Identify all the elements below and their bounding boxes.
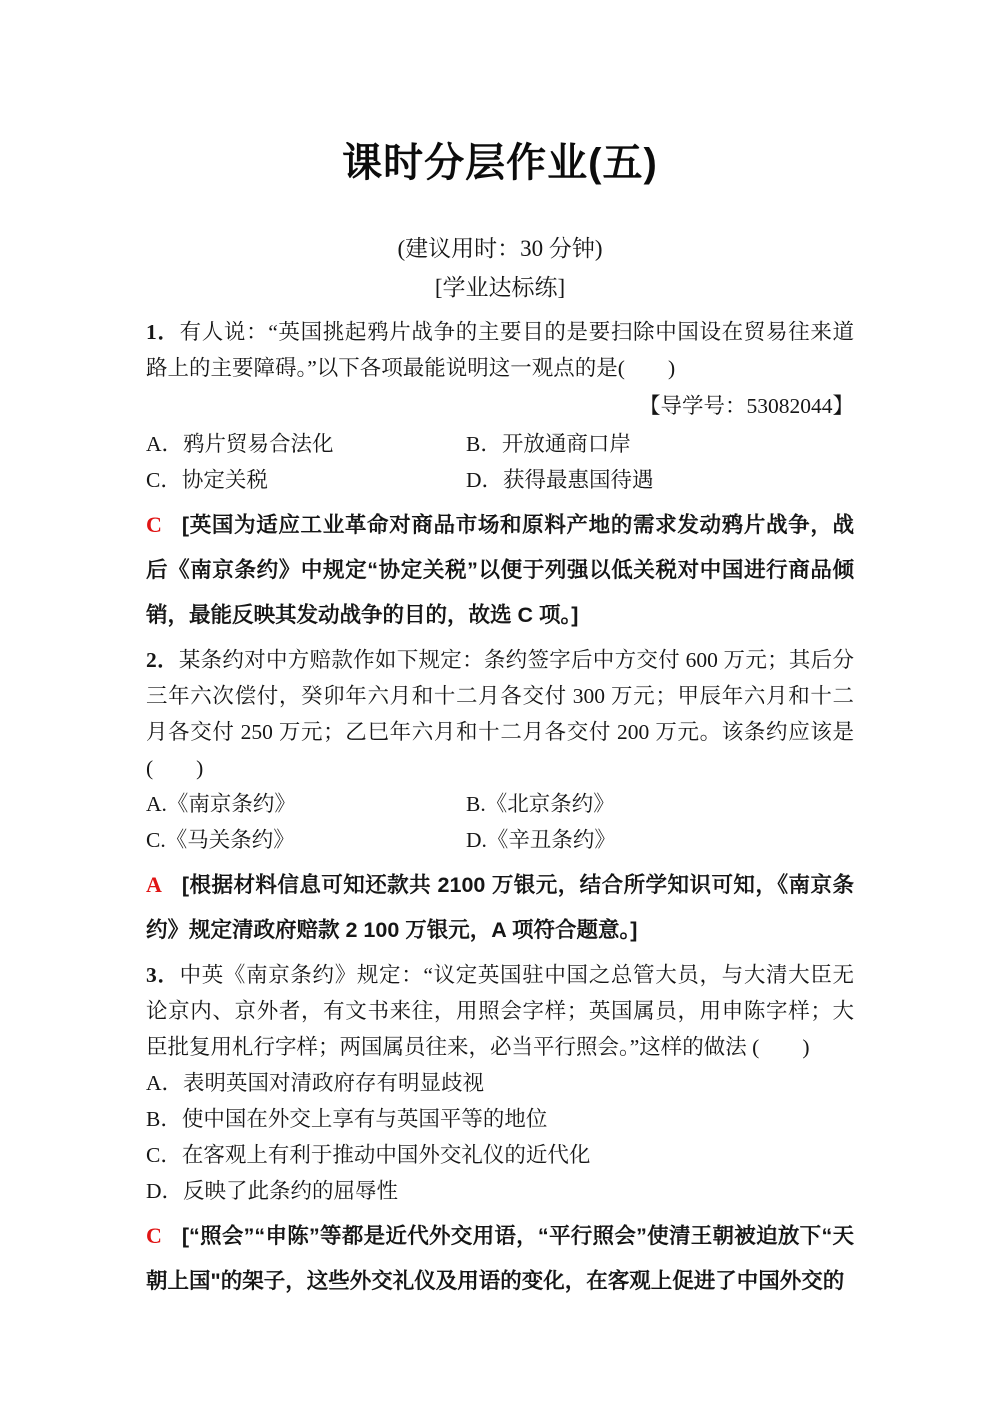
answer-letter: A: [146, 872, 162, 897]
question-text: 某条约对中方赔款作如下规定：条约签字后中方交付 600 万元；其后分三年六次偿付，癸卯年六月和十二月各交付 300 万元；甲辰年六月和十二月各交付 250 万元；乙巳年六月和十二月各交付 200 万元。该条约应该是( ): [146, 648, 854, 780]
question-block-3: [146, 957, 854, 1304]
answer-line: [146, 862, 854, 953]
option-b: B．开放通商口岸: [466, 432, 631, 456]
option-c: C．协定关税: [146, 468, 268, 492]
guide-number: 【导学号：53082044】: [638, 394, 854, 418]
option-c: C.《马关条约》: [146, 828, 295, 852]
answer-line: [146, 502, 854, 638]
option-b: B．使中国在外交上享有与英国平等的地位: [146, 1107, 548, 1131]
question-number: 3．: [146, 963, 180, 987]
question-stem: [146, 957, 854, 1065]
answer-line: [146, 1213, 854, 1304]
question-block-1: [146, 314, 854, 638]
option-a: A．表明英国对清政府存有明显歧视: [146, 1071, 485, 1095]
answer-letter: C: [146, 1223, 162, 1248]
question-text: 中英《南京条约》规定：“议定英国驻中国之总管大员，与大清大臣无论京内、京外者，有文书来往，用照会字样；英国属员，用申陈字样；大臣批复用札行字样；两国属员往来，必当平行照会。”这样的做法 ( ): [146, 963, 854, 1059]
option-c: C．在客观上有利于推动中国外交礼仪的近代化: [146, 1143, 591, 1167]
option-d: D.《辛丑条约》: [466, 828, 616, 852]
question-number: 1．: [146, 320, 180, 344]
option-b: B.《北京条约》: [466, 792, 615, 816]
answer-explanation: [“照会”“申陈”等都是近代外交用语，“平行照会”使清王朝被迫放下“天朝上国"的架子，这些外交礼仪及用语的变化，在客观上促进了中国外交的: [146, 1224, 854, 1293]
question-number: 2．: [146, 648, 179, 672]
page-title: 课时分层作业(五): [342, 141, 658, 185]
answer-letter: C: [146, 512, 162, 537]
question-stem: [146, 642, 854, 786]
question-stem: [146, 314, 854, 386]
option-d: D．获得最惠国待遇: [466, 468, 654, 492]
section-label: [学业达标练]: [434, 275, 566, 300]
time-hint: (建议用时：30 分钟): [397, 236, 603, 261]
options-list: [146, 1065, 854, 1209]
question-block-2: [146, 642, 854, 953]
answer-explanation: [根据材料信息可知还款共 2100 万银元，结合所学知识可知，《南京条约》规定清政府赔款 2 100 万银元，A 项符合题意。]: [146, 873, 854, 942]
page-content: [146, 0, 854, 1304]
options-grid: [146, 426, 854, 498]
options-grid: [146, 786, 854, 858]
option-d: D．反映了此条约的屈辱性: [146, 1179, 399, 1203]
option-a: A．鸦片贸易合法化: [146, 432, 334, 456]
question-text: 有人说：“英国挑起鸦片战争的主要目的是要扫除中国设在贸易往来道路上的主要障碍。”以下各项最能说明这一观点的是( ): [146, 320, 854, 380]
answer-explanation: [英国为适应工业革命对商品市场和原料产地的需求发动鸦片战争，战后《南京条约》中规定“协定关税”以便于列强以低关税对中国进行商品倾销，最能反映其发动战争的目的，故选 C 项。]: [146, 513, 854, 627]
option-a: A.《南京条约》: [146, 792, 296, 816]
